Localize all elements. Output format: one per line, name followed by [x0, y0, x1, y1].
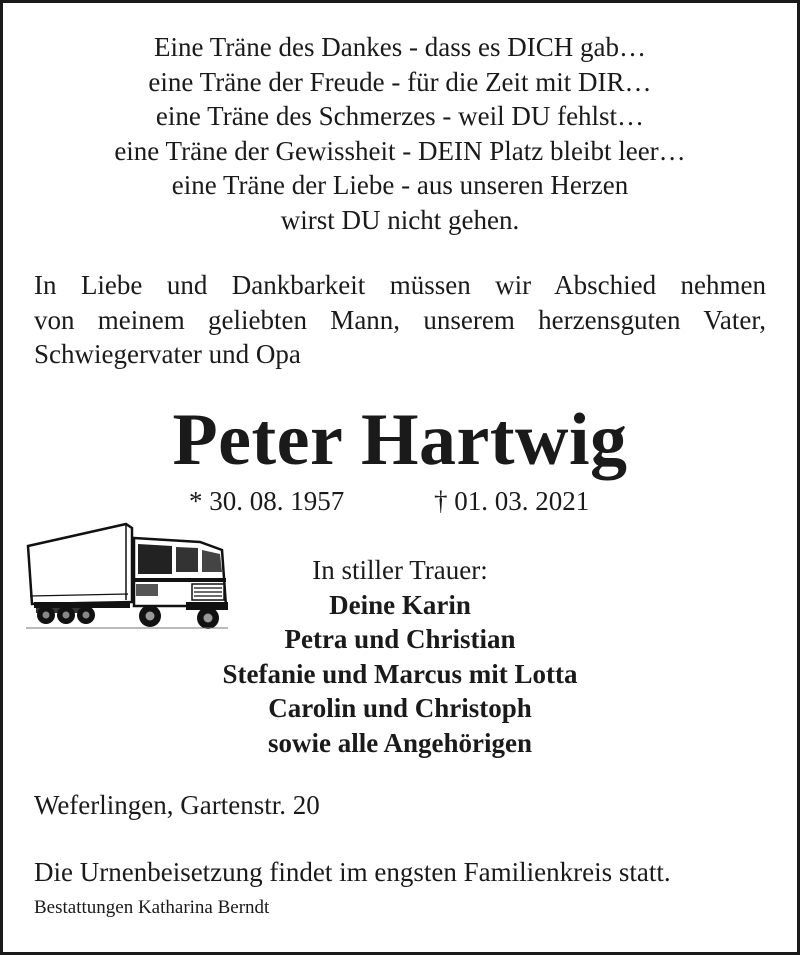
mourner-name: Petra und Christian	[284, 624, 516, 654]
mourner-name: Carolin und Christoph	[268, 693, 532, 723]
poem-line: wirst DU nicht gehen.	[280, 204, 520, 235]
mourner-name: sowie alle Angehörigen	[268, 727, 532, 758]
mourner-name: Stefanie und Marcus mit Lotta	[222, 658, 578, 689]
intro-line: Schwiegervater und Opa	[34, 339, 301, 369]
intro-text	[34, 268, 766, 372]
burial-notice: Die Urnenbeisetzung findet im engsten Familienkreis statt.	[34, 857, 671, 887]
birth-date: * 30. 08. 1957	[189, 486, 345, 516]
mourners-block	[150, 553, 650, 760]
address: Weferlingen, Gartenstr. 20	[34, 790, 320, 820]
intro-line: von meinem geliebten Mann, unserem herzensguten Vater,	[34, 304, 766, 335]
mourner-name: Deine Karin	[329, 589, 471, 620]
poem-line: eine Träne der Liebe - aus unseren Herzen	[171, 170, 629, 200]
poem-line: eine Träne der Freude - für die Zeit mit DIR…	[148, 66, 652, 97]
death-date: † 01. 03. 2021	[434, 486, 590, 516]
undertaker: Bestattungen Katharina Berndt	[34, 897, 270, 918]
poem-line: Eine Träne des Dankes - dass es DICH gab…	[154, 32, 646, 62]
mourners-heading: In stiller Trauer:	[312, 555, 488, 585]
intro-line: In Liebe und Dankbarkeit müssen wir Abschied nehmen	[34, 270, 766, 300]
poem-line: eine Träne des Schmerzes - weil DU fehlst…	[155, 101, 645, 131]
poem-line: eine Träne der Gewissheit - DEIN Platz bleibt leer…	[114, 135, 686, 166]
poem	[0, 30, 800, 237]
deceased-name: Peter Hartwig	[172, 399, 628, 481]
